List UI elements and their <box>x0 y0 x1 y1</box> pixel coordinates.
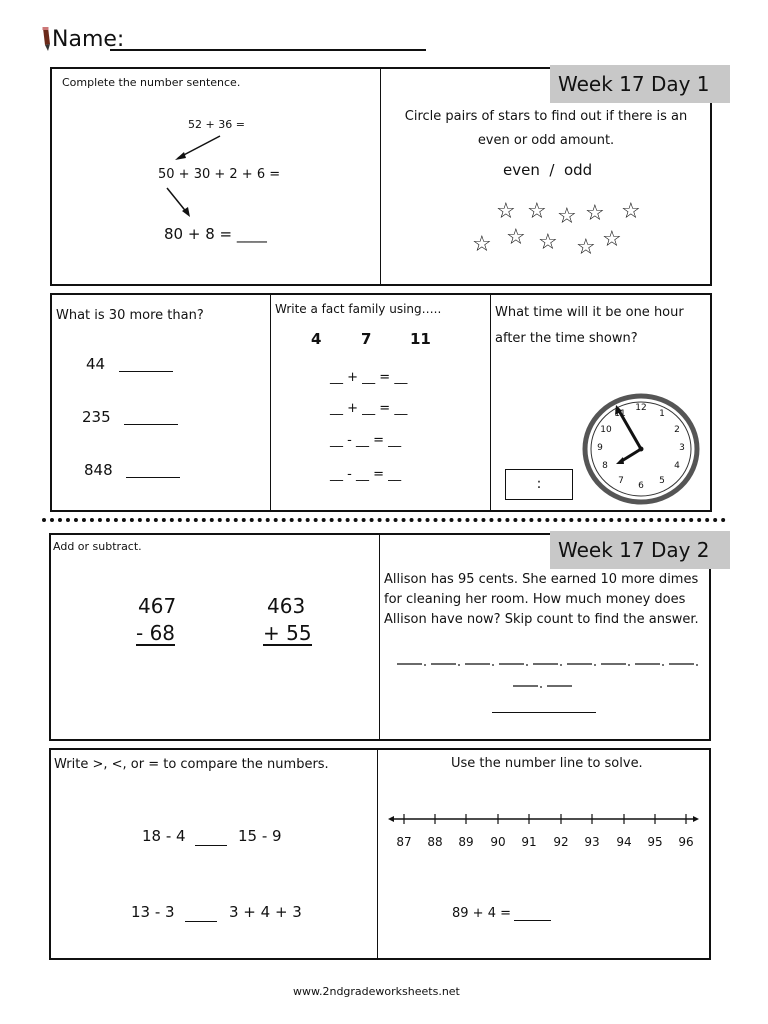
p2-choices[interactable]: even / odd <box>503 161 593 179</box>
p4-line-1[interactable]: __ + __ = __ <box>330 370 408 385</box>
pencil-icon <box>38 26 52 52</box>
addition-top: 463 <box>267 594 306 618</box>
number-line-label: 92 <box>553 835 569 849</box>
compare-2-right: 3 + 4 + 3 <box>229 903 302 921</box>
week2-badge: Week 17 Day 2 <box>550 531 730 569</box>
addition-bottom: + 55 <box>263 621 312 645</box>
star-icon: ☆ <box>602 227 622 252</box>
number-line-label: 89 <box>458 835 474 849</box>
compare-2-blank[interactable] <box>185 921 217 922</box>
number-line-label: 90 <box>490 835 506 849</box>
clock-number-11: 11 <box>614 409 626 419</box>
clock-number-8: 8 <box>602 461 608 471</box>
name-field[interactable] <box>110 49 426 51</box>
clock-number-3: 3 <box>679 443 685 453</box>
week1-mid-divider-2 <box>490 294 491 511</box>
word-problem-text: Allison has 95 cents. She earned 10 more dimes for cleaning her room. How much money does Allison have now? Skip count to find the answer. <box>384 572 699 627</box>
clock-icon <box>582 393 700 505</box>
compare-2-left: 13 - 3 <box>131 903 175 921</box>
p1-line3: 80 + 8 = ____ <box>164 225 267 243</box>
star-icon: ☆ <box>557 204 577 229</box>
week1-mid-divider-1 <box>270 294 271 511</box>
star-icon: ☆ <box>527 199 547 224</box>
add-subtract-instruction: Add or subtract. <box>53 540 142 553</box>
clock-number-2: 2 <box>674 425 680 435</box>
p4-line-2[interactable]: __ + __ = __ <box>330 401 408 416</box>
week2-bottom-divider <box>377 749 378 959</box>
compare-1-blank[interactable] <box>195 845 227 846</box>
star-icon: ☆ <box>496 199 516 224</box>
p3-answer-1[interactable] <box>119 371 173 372</box>
p5-instruction: What time will it be one hour after the time shown? <box>495 305 684 346</box>
p3-item-1: 44 <box>86 355 106 373</box>
week2-top-divider <box>379 534 380 740</box>
week1-top-divider <box>380 68 381 285</box>
clock-number-1: 1 <box>659 409 665 419</box>
clock-number-6: 6 <box>638 481 644 491</box>
clock-number-12: 12 <box>635 403 647 413</box>
number-line-label: 91 <box>521 835 537 849</box>
compare-1-right: 15 - 9 <box>238 827 282 845</box>
subtraction-bottom: - 68 <box>136 621 176 645</box>
p1-line1: 52 + 36 = <box>188 118 245 131</box>
number-line <box>388 809 700 829</box>
p1-line2: 50 + 30 + 2 + 6 = <box>158 167 281 182</box>
p3-answer-2[interactable] <box>124 424 178 425</box>
time-answer-box[interactable]: : <box>505 469 573 500</box>
star-icon: ☆ <box>538 230 558 255</box>
p4-line-3[interactable]: __ - __ = __ <box>330 433 402 448</box>
star-icon: ☆ <box>472 232 492 257</box>
week1-badge: Week 17 Day 1 <box>550 65 730 103</box>
word-problem-answer-blank[interactable] <box>492 712 596 713</box>
p4-line-4[interactable]: __ - __ = __ <box>330 467 402 482</box>
p3-answer-3[interactable] <box>126 477 180 478</box>
arrow-down-right-icon <box>164 186 194 218</box>
number-line-label: 95 <box>647 835 663 849</box>
name-label: Name: <box>52 27 125 52</box>
p3-instruction: What is 30 more than? <box>56 308 204 323</box>
compare-1-left: 18 - 4 <box>142 827 186 845</box>
subtraction-top: 467 <box>138 594 177 618</box>
clock-number-5: 5 <box>659 476 665 486</box>
p3-item-2: 235 <box>82 408 111 426</box>
p4-number-1: 4 <box>311 330 322 348</box>
p2-instruction: Circle pairs of stars to find out if there is an even or odd amount. <box>404 109 688 148</box>
compare-instruction: Write >, <, or = to compare the numbers. <box>54 757 329 772</box>
star-icon: ☆ <box>576 235 596 260</box>
number-line-answer-blank[interactable] <box>514 920 551 921</box>
star-icon: ☆ <box>621 199 641 224</box>
number-line-label: 88 <box>427 835 443 849</box>
number-line-equation: 89 + 4 = <box>452 906 511 921</box>
footer-url: www.2ndgradeworksheets.net <box>293 985 460 998</box>
week2-bottom-box <box>49 748 711 960</box>
clock-number-7: 7 <box>618 476 624 486</box>
star-icon: ☆ <box>585 201 605 226</box>
clock-number-4: 4 <box>674 461 680 471</box>
p4-number-2: 7 <box>361 330 372 348</box>
number-line-label: 87 <box>396 835 412 849</box>
day-separator <box>42 518 726 522</box>
p4-number-3: 11 <box>410 330 431 348</box>
clock-number-10: 10 <box>600 425 612 435</box>
p3-item-3: 848 <box>84 461 113 479</box>
number-line-instruction: Use the number line to solve. <box>451 756 643 771</box>
clock-number-9: 9 <box>597 443 603 453</box>
number-line-label: 94 <box>616 835 632 849</box>
number-line-label: 96 <box>678 835 694 849</box>
star-icon: ☆ <box>506 225 526 250</box>
p1-instruction: Complete the number sentence. <box>62 76 241 89</box>
p4-instruction: Write a fact family using….. <box>275 302 442 316</box>
skip-count-blanks[interactable] <box>397 652 703 692</box>
arrow-down-left-icon <box>172 134 222 162</box>
number-line-label: 93 <box>584 835 600 849</box>
